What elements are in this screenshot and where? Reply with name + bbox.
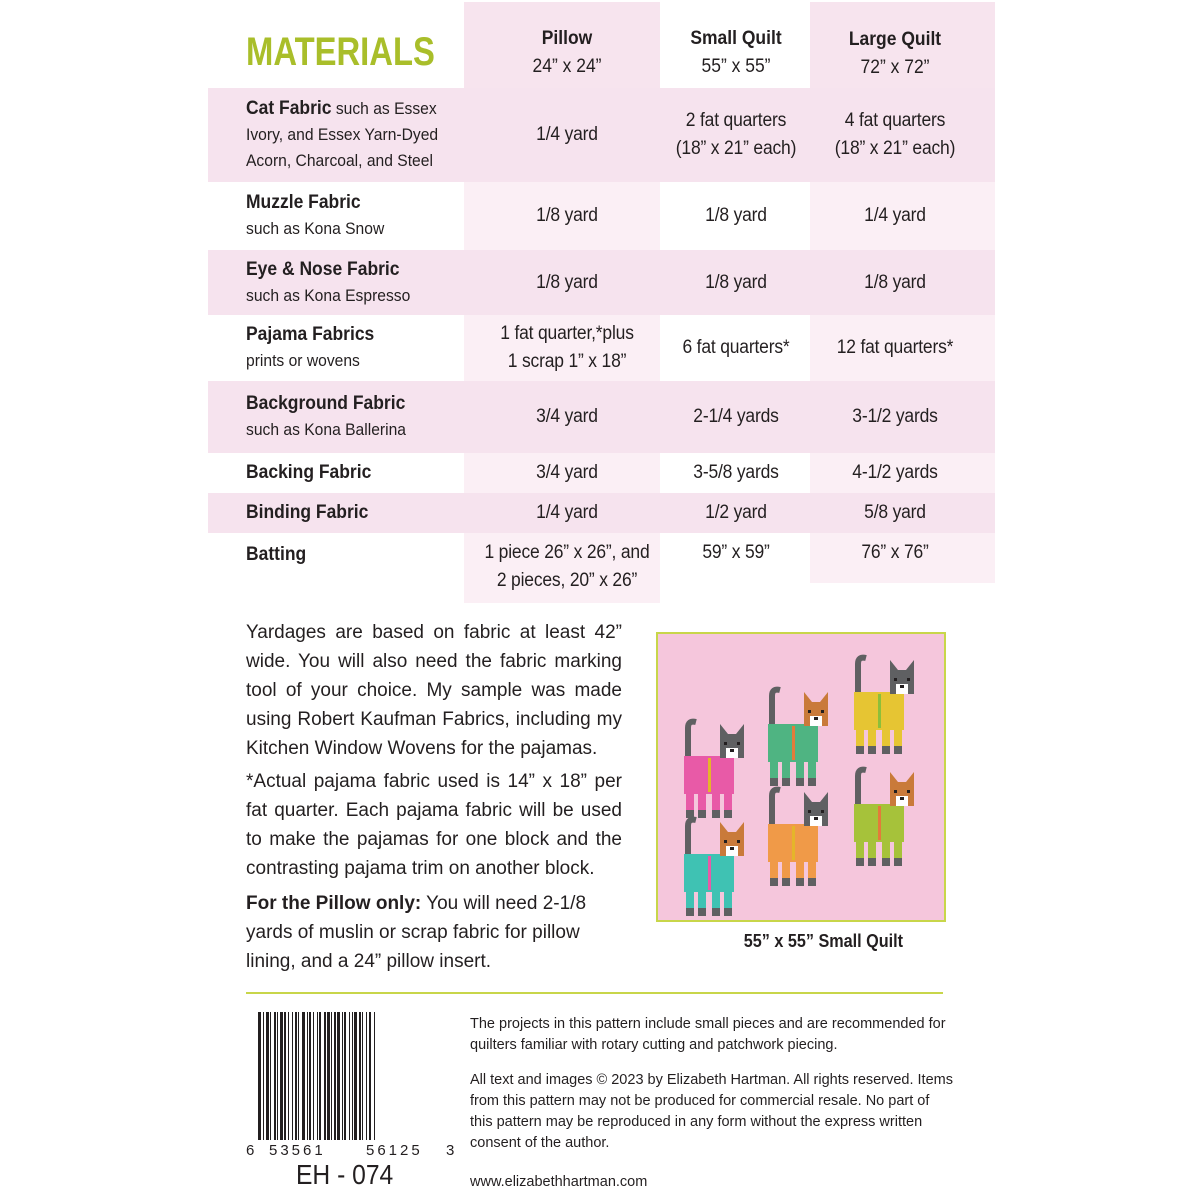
barcode-bar — [349, 1012, 350, 1140]
small-quilt-image — [656, 632, 946, 922]
row-name: Cat Fabric — [246, 98, 332, 119]
cell-pillow — [472, 182, 662, 250]
row-name: Backing Fabric — [246, 462, 372, 483]
barcode-bar — [258, 1012, 261, 1140]
barcode-bar — [374, 1012, 375, 1140]
cell-small — [644, 250, 828, 315]
cell-large — [803, 453, 987, 493]
barcode-bar — [369, 1012, 371, 1140]
barcode-bar — [342, 1012, 343, 1140]
materials-title: MATERIALS — [246, 30, 435, 74]
col-size: 24” x 24” — [532, 56, 602, 77]
barcode-digit-left: 6 — [246, 1142, 255, 1159]
row-description: Ivory, and Essex Yarn-Dyed — [246, 125, 439, 144]
row-label — [246, 381, 448, 453]
barcode-digits-group1: 53561 — [269, 1142, 326, 1159]
barcode-bar — [280, 1012, 283, 1140]
cell-small — [644, 88, 828, 182]
cell-line: 2-1/4 yards — [693, 406, 779, 427]
cell-line: 5/8 yard — [864, 502, 926, 523]
cell-small — [644, 535, 828, 583]
cell-pillow — [472, 493, 662, 533]
col-header-small-quilt — [644, 25, 828, 81]
cell-large — [803, 315, 987, 381]
row-description: such as Kona Ballerina — [246, 420, 406, 439]
cell-small — [644, 182, 828, 250]
barcode-bar — [334, 1012, 336, 1140]
cell-large — [803, 535, 987, 583]
barcode-bar — [307, 1012, 308, 1140]
barcode-bar — [263, 1012, 264, 1140]
cell-line: 3-5/8 yards — [693, 462, 779, 483]
footer-notice: The projects in this pattern include small pieces and are recommended for quilters familiar with rotary cutting and patchwork piecing. — [470, 1016, 946, 1053]
cell-line: 4-1/2 yards — [852, 462, 938, 483]
cell-line: 1/8 yard — [705, 271, 767, 293]
row-name: Eye & Nose Fabric — [246, 258, 400, 280]
barcode-bar — [362, 1012, 363, 1140]
row-description: prints or wovens — [246, 351, 360, 370]
barcode-bar — [302, 1012, 305, 1140]
note-pillow-text: You will need 2-1/8 yards of muslin or scrap fabric for pillow lining, and a 24” pillow insert. — [246, 893, 587, 972]
row-label — [246, 493, 448, 533]
col-size: 72” x 72” — [860, 57, 930, 78]
row-label — [246, 250, 448, 315]
footer-copyright: All text and images © 2023 by Elizabeth Hartman. All rights reserved. Items from this pattern may not be produced for commercial resale. No part of this pattern may be reproduced in any form without the express written consent of the author. — [470, 1072, 953, 1151]
cell-line: (18” x 21” each) — [675, 138, 797, 159]
cell-line: 59” x 59” — [702, 542, 770, 563]
row-label — [246, 315, 448, 381]
note-pillow-bold: For the Pillow only: — [246, 893, 422, 914]
row-description: such as Kona Espresso — [246, 285, 411, 305]
cell-pillow — [472, 250, 662, 315]
divider-rule — [246, 992, 943, 994]
cell-line: 1/2 yard — [705, 502, 767, 523]
barcode-bar — [327, 1012, 330, 1140]
cell-large — [803, 493, 987, 533]
note-pajama: *Actual pajama fabric used is 14” x 18” per fat quarter. Each pajama fabric will be used to make the pajamas for one block and the contrasting pajama trim on another block. — [246, 771, 622, 879]
cell-pillow — [472, 453, 662, 493]
cell-small — [644, 453, 828, 493]
cell-line: 2 fat quarters — [685, 110, 787, 131]
cell-line: 2 pieces, 20” x 26” — [496, 570, 638, 591]
barcode-bar — [277, 1012, 278, 1140]
cell-line: 3-1/2 yards — [852, 406, 938, 427]
cell-line: 1/8 yard — [536, 205, 598, 226]
barcode-bar — [354, 1012, 357, 1140]
cell-line: 12 fat quarters* — [836, 337, 954, 358]
cell-line: 1/8 yard — [536, 271, 598, 293]
barcode-bar — [298, 1012, 299, 1140]
cell-line: 1/4 yard — [536, 502, 598, 523]
pattern-sku: EH - 074 — [296, 1159, 394, 1190]
row-label — [246, 88, 448, 182]
cell-line: 1 piece 26” x 26”, and — [484, 542, 650, 563]
row-name: Batting — [246, 544, 307, 565]
cell-pillow — [472, 315, 662, 381]
cell-line: 4 fat quarters — [844, 110, 946, 131]
cell-large — [803, 381, 987, 453]
footer-website: www.elizabethhartman.com — [470, 1174, 648, 1190]
row-name: Background Fabric — [246, 393, 406, 414]
cell-line: 1/4 yard — [536, 124, 598, 145]
barcode-bar — [359, 1012, 361, 1140]
barcode-bar — [309, 1012, 311, 1140]
quilt-caption: 55” x 55” Small Quilt — [743, 931, 904, 951]
barcode-digits-group2: 56125 — [366, 1142, 423, 1159]
note-yardage: Yardages are based on fabric at least 42” wide. You will also need the fabric marking tool of your choice. My sample was made using Robert Kaufman Fabrics, including my Kitchen Window Wovens for the pajamas. — [246, 622, 622, 759]
row-description: such as Kona Snow — [246, 219, 385, 238]
row-label — [246, 182, 448, 250]
cell-small — [644, 381, 828, 453]
barcode-digit-right: 3 — [446, 1142, 455, 1159]
cell-line: 1 scrap 1” x 18” — [507, 351, 627, 372]
cell-line: 3/4 yard — [536, 462, 598, 483]
row-description: Acorn, Charcoal, and Steel — [246, 151, 433, 170]
cell-line: 3/4 yard — [536, 406, 598, 427]
cell-large — [803, 182, 987, 250]
cell-line: 6 fat quarters* — [682, 337, 790, 358]
col-header-pillow — [472, 25, 662, 81]
barcode-bar — [317, 1012, 318, 1140]
barcode-bar — [284, 1012, 286, 1140]
barcode-bar — [270, 1012, 271, 1140]
note-pillow — [246, 889, 622, 976]
barcode-bar — [266, 1012, 269, 1140]
col-header-large-quilt — [803, 26, 987, 82]
cell-line: 76” x 76” — [861, 542, 929, 563]
cell-line: (18” x 21” each) — [834, 138, 956, 159]
row-label — [246, 533, 448, 577]
cell-small — [644, 493, 828, 533]
barcode-bar — [324, 1012, 326, 1140]
cell-line: 1 fat quarter,*plus — [500, 323, 634, 344]
cell-line: 1/4 yard — [864, 205, 926, 226]
barcode-bar — [274, 1012, 276, 1140]
barcode — [258, 1012, 456, 1140]
cell-line: 1/8 yard — [705, 205, 767, 226]
barcode-bar — [352, 1012, 353, 1140]
cell-line: 1/8 yard — [864, 271, 926, 293]
row-label — [246, 453, 448, 493]
col-name: Small Quilt — [690, 28, 782, 49]
cell-pillow — [472, 535, 662, 605]
col-name: Large Quilt — [848, 29, 942, 50]
col-name: Pillow — [541, 28, 593, 49]
barcode-bar — [366, 1012, 367, 1140]
row-name: Binding Fabric — [246, 502, 369, 523]
barcode-bar — [313, 1012, 314, 1140]
col-size: 55” x 55” — [701, 56, 771, 77]
barcode-bar — [292, 1012, 293, 1140]
row-name: Pajama Fabrics — [246, 324, 375, 345]
barcode-bar — [288, 1012, 289, 1140]
cell-large — [803, 250, 987, 315]
cell-small — [644, 315, 828, 381]
cell-large — [803, 88, 987, 182]
barcode-bar — [331, 1012, 332, 1140]
row-name: Muzzle Fabric — [246, 192, 361, 213]
cell-pillow — [472, 381, 662, 453]
barcode-bar — [337, 1012, 340, 1140]
row-inline: such as Essex — [331, 99, 437, 118]
barcode-bar — [319, 1012, 321, 1140]
barcode-bar — [295, 1012, 297, 1140]
barcode-bar — [344, 1012, 346, 1140]
cell-pillow — [472, 88, 662, 182]
